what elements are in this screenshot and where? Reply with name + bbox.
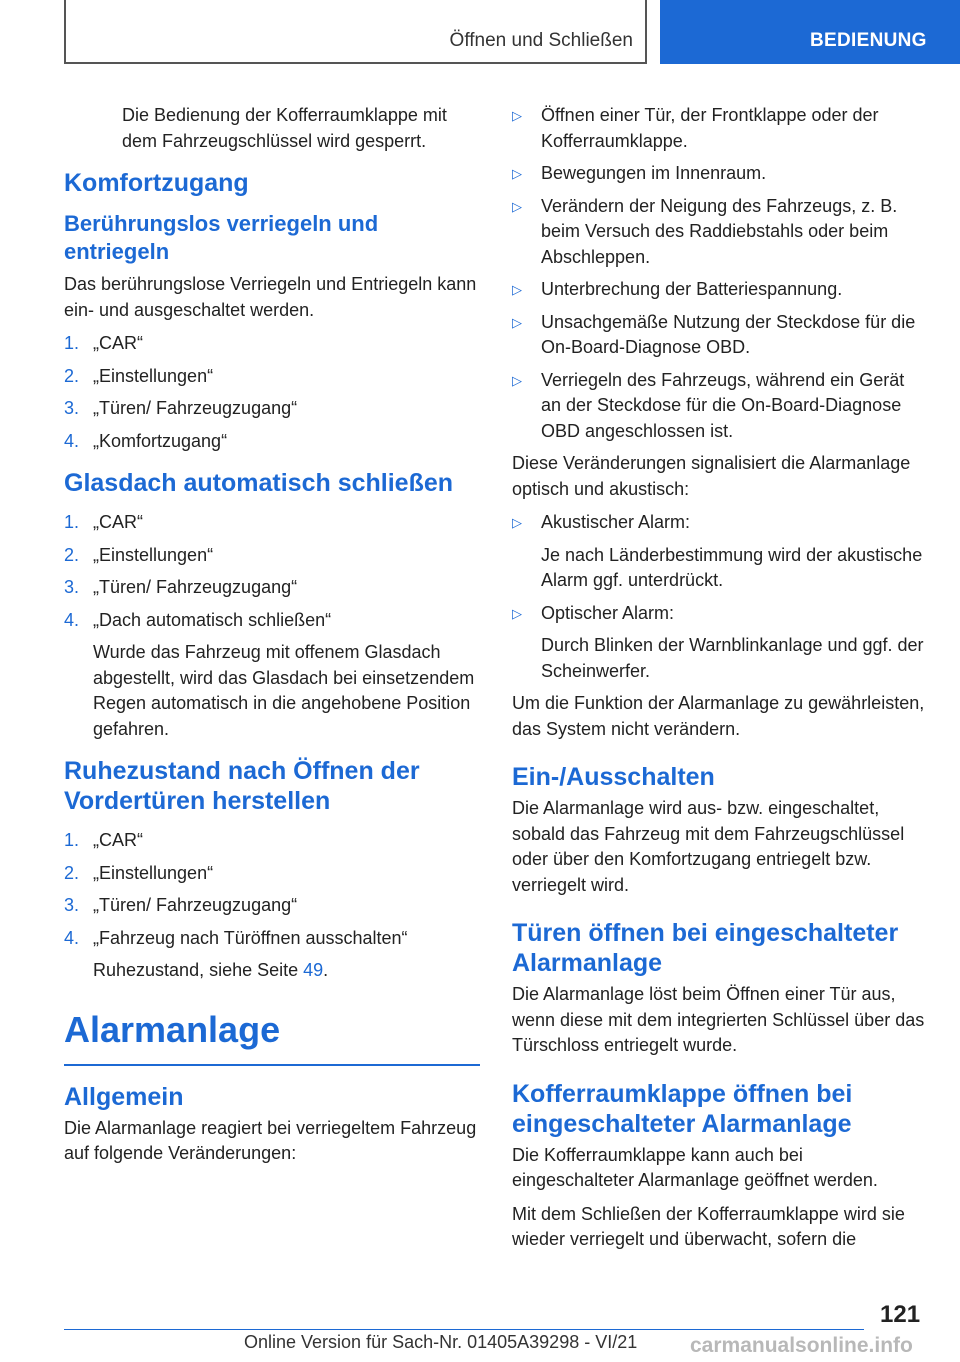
list-item: ▷ Unterbrechung der Batteriespannung. [512,277,928,303]
list-item: 2. „Einstellungen“ [64,544,214,565]
ein-ausschalten-text: Die Alarmanlage wird aus- bzw. eingeschaltet, sobald das Fahrzeug mit dem Fahrzeugschlüssel oder über den Komfortzugang entriegelt bzw. verriegelt wird. [512,798,905,895]
list-item: 3. „Türen/ Fahrzeugzugang“ [64,398,298,418]
left-column [64,103,480,1175]
footer-divider [64,1329,864,1330]
section-tab-label: BEDIENUNG [810,30,927,51]
list-item: 2. „Einstellungen“ [64,365,214,386]
allgemein-heading: Allgemein [64,1082,184,1111]
triangle-bullet-icon: ▷ [512,282,522,297]
intro-text: Die Bedienung der Kofferraumklappe mit dem Fahrzeugschlüssel wird gesperrt. [122,105,447,151]
list-item: 1. „CAR“ [64,512,143,532]
ruhezustand-heading: Ruhezustand nach Öffnen der Vordertüren herstellen [64,757,420,815]
triangle-bullet-icon: ▷ [512,166,522,181]
watermark: carmanualsonline.info [690,1334,913,1357]
list-item: ▷ Unsachgemäße Nutzung der Steckdose für die On-Board-Diagnose OBD. [512,311,916,357]
list-item: ▷ Akustischer Alarm: Je nach Länderbestimmung wird der akustische Alarm ggf. unterdrückt. [512,512,923,590]
chapter-divider [64,1064,480,1066]
glasdach-note: Wurde das Fahrzeug mit offenem Glasdach abgestellt, wird das Glasdach bei einsetzendem Regen automatisch in die angehobene Position gefahren. [93,642,475,739]
beruehrungslos-heading: Berührungslos verriegeln und entriegeln [64,211,379,264]
triangle-bullet-icon: ▷ [512,372,522,388]
allgemein-text: Die Alarmanlage reagiert bei verriegeltem Fahrzeug auf folgende Veränderungen: [64,1117,477,1163]
kofferraum-text-2: Mit dem Schließen der Kofferraumklappe wird sie wieder verriegelt und überwacht, sofern die [512,1203,905,1249]
alarm-types-list [512,510,928,684]
triangle-bullet-icon: ▷ [512,198,522,214]
glasdach-heading: Glasdach automatisch schließen [64,469,454,497]
ruhezustand-note: Ruhezustand, siehe Seite 49. [93,960,329,980]
tueren-oeffnen-heading: Türen öffnen bei eingeschalteter Alarmanlage [512,919,899,977]
online-version-text: Online Version für Sach-Nr. 01405A39298 - VI/21 [244,1332,638,1352]
list-item: 1. „CAR“ [64,333,143,353]
kofferraum-text-1: Die Kofferraumklappe kann auch bei eingeschalteter Alarmanlage geöffnet werden. [512,1144,878,1190]
list-item: 4. „Dach automatisch schließen“ Wurde das Fahrzeug mit offenem Glasdach abgestellt, wird das Glasdach bei einsetzendem Regen automatisch in die angehobene Position gefahren. [64,608,480,743]
triangle-bullet-icon: ▷ [512,605,522,621]
alarmanlage-heading: Alarmanlage [64,1008,281,1050]
chapter-title: Öffnen und Schließen [449,30,633,51]
steps-komfortzugang [64,331,480,454]
header-frame [64,0,647,64]
list-item: 4. „Komfortzugang“ [64,430,228,451]
list-item: ▷ Öffnen einer Tür, der Frontklappe oder der Kofferraumklappe. [512,105,879,151]
function-text: Um die Funktion der Alarmanlage zu gewährleisten, das System nicht verändern. [512,693,925,739]
list-item: ▷ Verändern der Neigung des Fahrzeugs, z. B. beim Versuch des Raddiebstahls oder beim Abschleppen. [512,195,898,267]
right-column [512,103,928,1261]
page-number: 121 [880,1301,921,1328]
page-reference-link[interactable]: 49 [303,960,324,980]
list-item: 2. „Einstellungen“ [64,862,214,883]
list-item: 1. „CAR“ [64,830,143,850]
triangle-bullet-icon: ▷ [512,515,522,530]
tueren-oeffnen-text: Die Alarmanlage löst beim Öffnen einer Tür aus, wenn diese mit dem integrierten Schlüssel über das Türschloss entriegelt wurde. [512,984,925,1055]
triangle-bullet-icon: ▷ [512,108,522,123]
list-item: 4. „Fahrzeug nach Türöffnen ausschalten“ Ruhezustand, siehe Seite 49. [64,926,480,984]
list-item: 3. „Türen/ Fahrzeugzugang“ [64,577,298,597]
list-item: ▷ Verriegeln des Fahrzeugs, während ein Gerät an der Steckdose für die On-Board-Diagnose OBD angeschlossen ist. [512,369,905,441]
steps-ruhezustand [64,828,480,984]
list-item: ▷ Bewegungen im Innenraum. [512,161,928,187]
signal-text: Diese Veränderungen signalisiert die Alarmanlage optisch und akustisch: [512,453,911,499]
steps-glasdach [64,510,480,742]
list-item: 3. „Türen/ Fahrzeugzugang“ [64,895,298,915]
komfortzugang-heading: Komfortzugang [64,169,249,197]
beruehrungslos-text: Das berührungslose Verriegeln und Entriegeln kann ein- und ausgeschaltet werden. [64,274,477,320]
list-item: ▷ Optischer Alarm: Durch Blinken der Warnblinkanlage und ggf. der Scheinwerfer. [512,602,924,681]
kofferraum-heading: Kofferraumklappe öffnen bei eingeschalteter Alarmanlage [512,1079,853,1138]
section-tab [660,0,960,64]
ein-ausschalten-heading: Ein-/Ausschalten [512,763,715,791]
triangle-bullet-icon: ▷ [512,314,522,330]
changes-list [512,103,928,444]
